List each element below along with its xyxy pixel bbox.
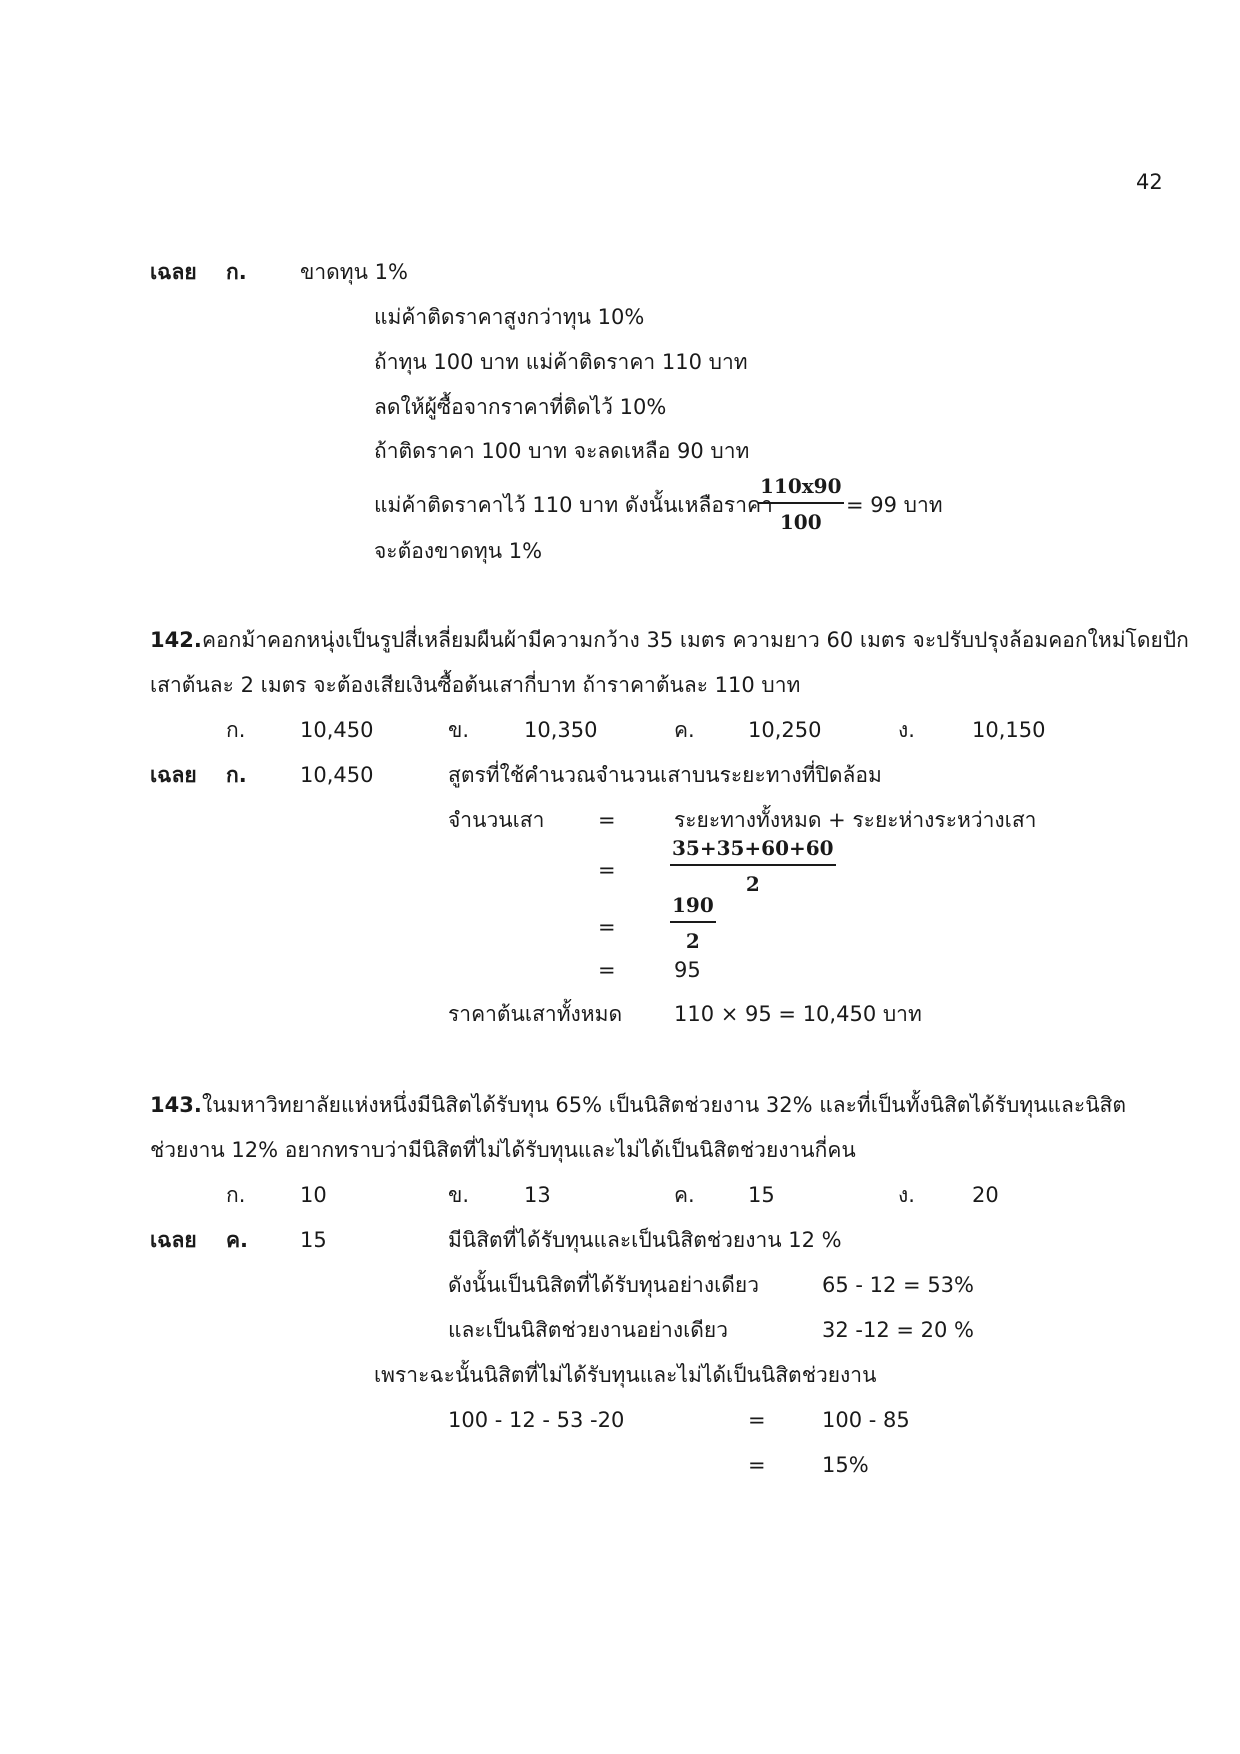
answer-choice: ก. <box>226 763 247 787</box>
sum-fraction <box>670 895 716 951</box>
calc-result: 15% <box>822 1453 869 1477</box>
choice-value: 13 <box>524 1183 551 1207</box>
answer-label: เฉลย <box>150 260 197 284</box>
question-text: ช่วยงาน 12% อยากทราบว่ามีนิสิตที่ไม่ได้รับทุนและไม่ได้เป็นนิสิตช่วยงานกี่คน <box>150 1138 856 1162</box>
choice-label: ก. <box>226 718 246 742</box>
choice-value: 15 <box>748 1183 775 1207</box>
choice-label: ข. <box>448 718 470 742</box>
equals-sign: = <box>598 958 616 982</box>
question-number: 142. <box>150 628 202 652</box>
explanation-line: เพราะฉะนั้นนิสิตที่ไม่ได้รับทุนและไม่ได้เป็นนิสิตช่วยงาน <box>374 1363 877 1387</box>
choice-label: ค. <box>674 1183 695 1207</box>
explanation-line: แม่ค้าติดราคาไว้ 110 บาท ดังนั้นเหลือราคา <box>374 493 773 517</box>
explanation-calc: 65 - 12 = 53% <box>822 1273 974 1297</box>
equals-sign: = <box>748 1453 766 1477</box>
fraction-denominator: 2 <box>745 872 760 896</box>
result-value: 95 <box>674 958 701 982</box>
explanation-line: ลดให้ผู้ซื้อจากราคาที่ติดไว้ 10% <box>374 395 667 419</box>
choice-value: 10,450 <box>300 718 374 742</box>
answer-value: 10,450 <box>300 763 374 787</box>
fraction-numerator: 190 <box>670 895 716 923</box>
equals-sign: = <box>748 1408 766 1432</box>
question-text: ในมหาวิทยาลัยแห่งหนึ่งมีนิสิตได้รับทุน 65% เป็นนิสิตช่วยงาน 32% และที่เป็นทั้งนิสิตได้รับทุนและนิสิต <box>202 1093 1127 1117</box>
answer-choice: ก. <box>226 260 247 284</box>
answer-label: เฉลย <box>150 763 197 787</box>
fraction-denominator: 2 <box>685 929 700 953</box>
poles-label: จำนวนเสา <box>448 808 545 832</box>
formula-text: ระยะทางทั้งหมด + ระยะห่างระหว่างเสา <box>674 808 1037 832</box>
explanation-line: ถ้าทุน 100 บาท แม่ค้าติดราคา 110 บาท <box>374 350 748 374</box>
choice-value: 10,350 <box>524 718 598 742</box>
calc-result: 100 - 85 <box>822 1408 910 1432</box>
choice-label: ข. <box>448 1183 470 1207</box>
calc-expression: 100 - 12 - 53 -20 <box>448 1408 625 1432</box>
choice-value: 10,150 <box>972 718 1046 742</box>
explanation-line: และเป็นนิสิตช่วยงานอย่างเดียว <box>448 1318 728 1342</box>
explanation-line: แม่ค้าติดราคาสูงกว่าทุน 10% <box>374 305 645 329</box>
choice-label: ง. <box>898 1183 915 1207</box>
price-fraction <box>758 476 844 532</box>
explanation-line: = 99 บาท <box>846 493 943 517</box>
answer-text: ขาดทุน 1% <box>300 260 408 284</box>
explanation-line: มีนิสิตที่ได้รับทุนและเป็นนิสิตช่วยงาน 12 % <box>448 1228 842 1252</box>
question-text: คอกม้าคอกหนุ่งเป็นรูปสี่เหลี่ยมผืนผ้ามีความกว้าง 35 เมตร ความยาว 60 เมตร จะปรับปรุงล้อมคอกใหม่โดยปัก <box>202 628 1189 652</box>
choice-label: ค. <box>674 718 695 742</box>
fraction-numerator: 110x90 <box>758 476 844 504</box>
total-calc: 110 × 95 = 10,450 บาท <box>674 1002 922 1026</box>
explanation-calc: 32 -12 = 20 % <box>822 1318 974 1342</box>
formula-title: สูตรที่ใช้คำนวณจำนวนเสาบนระยะทางที่ปิดล้อม <box>448 763 882 787</box>
equals-sign: = <box>598 858 616 882</box>
conclusion-line: จะต้องขาดทุน 1% <box>374 539 543 563</box>
answer-value: 15 <box>300 1228 327 1252</box>
total-label: ราคาต้นเสาทั้งหมด <box>448 1002 623 1026</box>
fraction-numerator: 35+35+60+60 <box>670 838 836 866</box>
answer-choice: ค. <box>226 1228 249 1252</box>
question-text: เสาต้นละ 2 เมตร จะต้องเสียเงินซื้อต้นเสากี่บาท ถ้าราคาต้นละ 110 บาท <box>150 673 801 697</box>
perimeter-fraction <box>670 838 836 894</box>
equals-sign: = <box>598 808 616 832</box>
explanation-line: ถ้าติดราคา 100 บาท จะลดเหลือ 90 บาท <box>374 439 750 463</box>
choice-value: 10,250 <box>748 718 822 742</box>
equals-sign: = <box>598 915 616 939</box>
answer-label: เฉลย <box>150 1228 197 1252</box>
question-number: 143. <box>150 1093 202 1117</box>
choice-label: ง. <box>898 718 915 742</box>
choice-label: ก. <box>226 1183 246 1207</box>
page-number: 42 <box>1136 170 1163 194</box>
choice-value: 20 <box>972 1183 999 1207</box>
fraction-denominator: 100 <box>779 510 822 534</box>
explanation-line: ดังนั้นเป็นนิสิตที่ได้รับทุนอย่างเดียว <box>448 1273 760 1297</box>
choice-value: 10 <box>300 1183 327 1207</box>
